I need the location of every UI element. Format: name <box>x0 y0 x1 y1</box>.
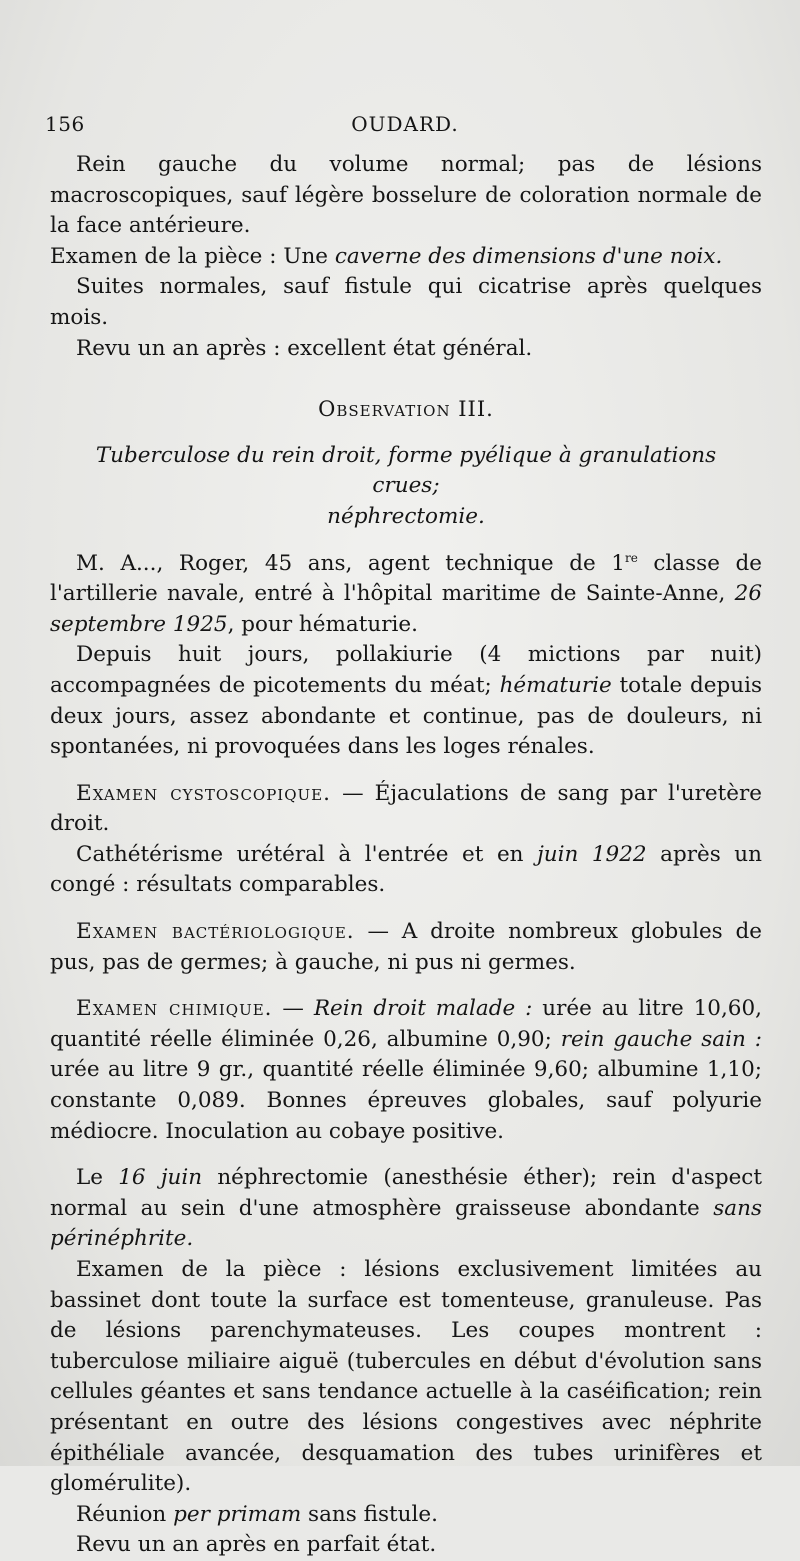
paragraph-left-kidney: Rein gauche du volume normal; pas de lésions macroscopiques, sauf légère bosselure de coloration normale de la face antérieure. <box>50 152 762 239</box>
paragraph-final-followup: Revu un an après en parfait état. <box>76 1532 437 1558</box>
spacer <box>50 901 762 917</box>
page-number: 156 <box>45 112 85 136</box>
running-head <box>45 112 765 142</box>
paragraph-catheterism: Cathétérisme urétéral à l'entrée et en juin 1922 après un congé : résultats comparables. <box>50 841 762 898</box>
paragraph-followup-course: Suites normales, sauf fistule qui cicatrise après quelques mois. <box>50 274 762 330</box>
paragraph-nephrectomy: Le 16 juin néphrectomie (anesthésie éther); rein d'aspect normal au sein d'une atmosphère graisseuse abondante sans périnéphrite. <box>50 1165 762 1252</box>
paragraph-revisit: Revu un an après : excellent état général. <box>76 335 533 361</box>
paragraph-cystoscopy: Examen cystoscopique. — Éjaculations de sang par l'uretère droit. <box>50 780 762 837</box>
spacer <box>50 763 762 779</box>
paragraph-healing: Réunion per primam sans fistule. <box>76 1501 438 1527</box>
paragraph-chemistry: Examen chimique. — Rein droit malade : urée au litre 10,60, quantité réelle éliminée 0,26, albumine 0,90; rein gauche sain : urée au litre 9 gr., quantité réelle éliminée 9,60; albumine 1,10; constante 0,089. Bonnes épreuves globales, sauf polyurie médiocre. Inoculation au cobaye positive. <box>50 996 762 1144</box>
spacer <box>50 1147 762 1163</box>
observation-title: Observation III. <box>318 397 494 422</box>
paragraph-bacteriology: Examen bactériologique. — A droite nombreux globules de pus, pas de germes; à gauche, ni pus ni germes. <box>50 919 763 975</box>
spacer <box>50 364 762 394</box>
paragraph-specimen: Examen de la pièce : Une caverne des dimensions d'une noix. <box>50 243 723 269</box>
paragraph-patient-intro: M. A..., Roger, 45 ans, agent technique de 1re classe de l'artillerie navale, entré à l'hôpital maritime de Sainte-Anne, 26 septembre 1925, pour hématurie. <box>50 550 762 637</box>
page-header-author: OUDARD. <box>351 112 459 136</box>
observation-subtitle: Tuberculose du rein droit, forme pyélique à granulations crues; néphrectomie. <box>95 442 717 529</box>
spacer <box>50 425 762 441</box>
page-body <box>50 150 762 1561</box>
paragraph-history: Depuis huit jours, pollakiurie (4 mictions par nuit) accompagnées de picotements du méat; hématurie totale depuis deux jours, assez abondante et continue, pas de douleurs, ni spontanées, ni provoquées dans les loges rénales. <box>50 642 762 760</box>
spacer <box>50 533 762 549</box>
paragraph-specimen-exam: Examen de la pièce : lésions exclusivement limitées au bassinet dont toute la surface est tomenteuse, granuleuse. Pas de lésions parenchymateuses. Les coupes montrent : tuberculose miliaire aiguë (tubercules en début d'évolution sans cellules géantes et sans tendance actuelle à la caséification; rein présentant en outre des lésions congestives avec néphrite épithéliale avancée, desquamation des tubes urinifères et glomérulite). <box>50 1257 762 1497</box>
spacer <box>50 978 762 994</box>
